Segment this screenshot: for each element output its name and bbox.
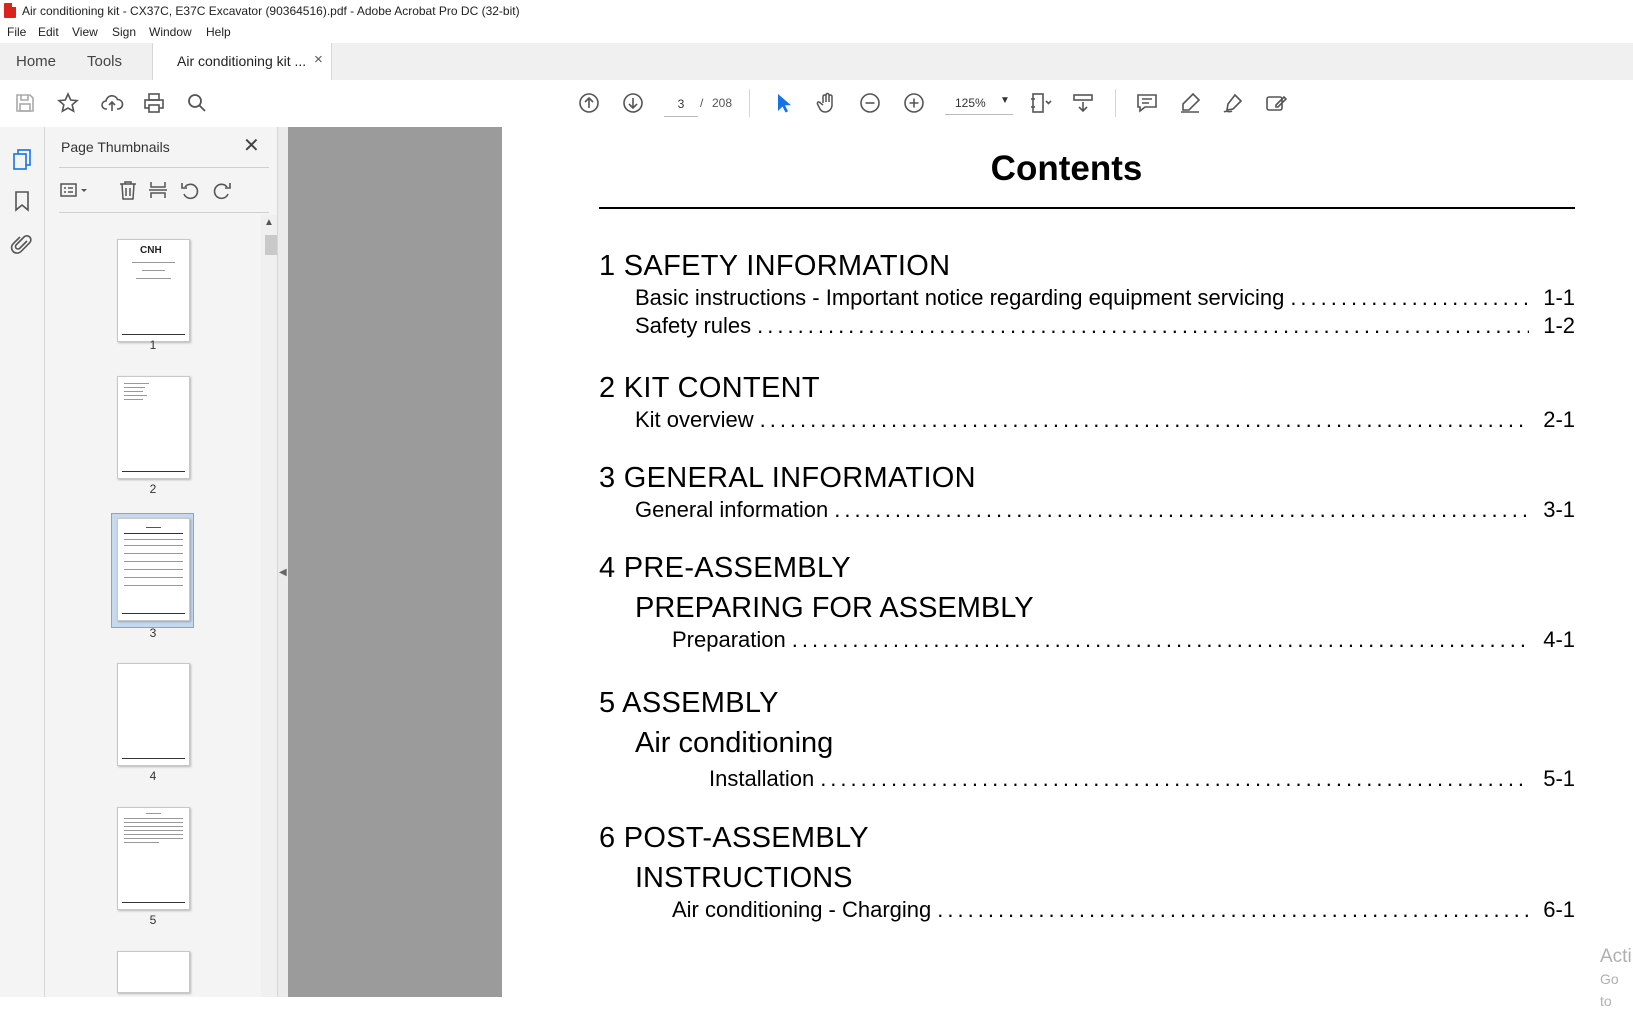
toc-entry[interactable] [672, 897, 1575, 923]
toc-entry[interactable] [635, 285, 1575, 311]
toc-entry[interactable] [635, 313, 1575, 339]
toc-entry-text: Installation [709, 766, 815, 791]
tab-document-label: Air conditioning kit ... [177, 53, 307, 69]
panel-title: Page Thumbnails [61, 139, 170, 155]
collapse-panel-icon[interactable]: ◀ [279, 567, 287, 578]
toc-section-heading: 1 SAFETY INFORMATION [599, 250, 951, 282]
toc-entry-page: 6-1 [1543, 897, 1575, 922]
insert-page-icon[interactable] [147, 179, 169, 201]
rotate-counterclockwise-icon[interactable] [179, 179, 201, 201]
bookmark-icon[interactable] [10, 189, 34, 213]
watermark-line-1: Acti [1600, 946, 1632, 967]
toc-entry-page: 3-1 [1543, 497, 1575, 522]
thumbnail-label: 1 [149, 338, 157, 352]
chevron-down-icon: ▼ [1000, 95, 1010, 106]
previous-page-icon[interactable] [576, 90, 602, 116]
toc-leader [1290, 285, 1529, 311]
menu-view[interactable]: View [72, 25, 98, 39]
window-title: Air conditioning kit - CX37C, E37C Excavator (90364516).pdf - Adobe Acrobat Pro DC (32-bit) [22, 4, 520, 18]
scrollbar-thumb[interactable] [265, 235, 277, 255]
scroll-mode-icon[interactable] [1070, 90, 1096, 116]
activation-watermark [1600, 946, 1633, 1012]
thumbnail-label: 3 [149, 626, 157, 640]
zoom-out-icon[interactable] [857, 90, 883, 116]
tab-home[interactable]: Home [16, 53, 57, 70]
panel-splitter[interactable] [277, 127, 288, 997]
toolbar-divider [749, 89, 750, 117]
sign-pen-icon[interactable] [1220, 90, 1246, 116]
toc-entry-text: Safety rules [635, 313, 752, 338]
toc-leader [820, 766, 1529, 792]
edit-tools-icon[interactable] [1263, 90, 1289, 116]
thumbnail-page-5[interactable] [117, 807, 190, 910]
thumbnail-scrollbar[interactable] [261, 215, 277, 997]
title-rule [599, 207, 1575, 209]
thumbnail-label: 2 [149, 482, 157, 496]
scroll-up-icon[interactable]: ▲ [264, 217, 274, 228]
toc-section-heading: 6 POST-ASSEMBLY [599, 822, 869, 854]
toc-section-heading: 2 KIT CONTENT [599, 372, 820, 404]
toc-leader [760, 407, 1530, 433]
toc-entry-page: 1-1 [1543, 285, 1575, 310]
cloud-upload-icon[interactable] [99, 90, 125, 116]
divider [59, 212, 269, 213]
thumbnail-page-6[interactable] [117, 951, 190, 993]
hand-tool-icon[interactable] [814, 90, 840, 116]
navigation-rail [0, 127, 45, 997]
toc-entry[interactable] [635, 497, 1575, 523]
page-separator: / [700, 96, 704, 110]
toc-leader [937, 897, 1529, 923]
zoom-level-dropdown[interactable] [945, 92, 1013, 115]
toc-leader [792, 627, 1529, 653]
thumbnail-page-4[interactable] [117, 663, 190, 766]
attachment-icon[interactable] [10, 233, 34, 257]
toc-section-heading: 4 PRE-ASSEMBLY [599, 552, 851, 584]
toc-entry-text: Air conditioning - Charging [672, 897, 932, 922]
page-fit-icon[interactable] [1027, 90, 1053, 116]
pdf-page [502, 127, 1633, 997]
toc-subheading: PREPARING FOR ASSEMBLY [635, 592, 1034, 624]
tab-tools[interactable]: Tools [87, 53, 123, 70]
menu-window[interactable]: Window [149, 25, 192, 39]
tab-bar [0, 43, 1633, 81]
thumbnail-page-3[interactable] [117, 518, 190, 621]
thumbnail-options-icon[interactable] [59, 179, 91, 201]
thumbnail-label: 5 [149, 913, 157, 927]
toolbar [0, 80, 1633, 128]
toc-section-heading: 5 ASSEMBLY [599, 687, 779, 719]
cnh-logo: CNH [140, 245, 162, 256]
save-icon[interactable] [12, 90, 38, 116]
toc-entry-page: 5-1 [1543, 766, 1575, 791]
star-icon[interactable] [55, 90, 81, 116]
page-number-input[interactable] [664, 92, 698, 117]
thumbnail-page-2[interactable] [117, 376, 190, 479]
title-bar [0, 0, 1633, 22]
page-thumbnails-panel [45, 127, 277, 997]
menu-file[interactable]: File [7, 25, 27, 39]
menu-edit[interactable]: Edit [38, 25, 59, 39]
thumbnail-page-1[interactable] [117, 239, 190, 342]
tab-close-icon[interactable]: × [314, 51, 323, 68]
zoom-search-icon[interactable] [184, 90, 210, 116]
menu-sign[interactable]: Sign [112, 25, 137, 39]
print-icon[interactable] [141, 90, 167, 116]
next-page-icon[interactable] [620, 90, 646, 116]
toc-entry-text: General information [635, 497, 829, 522]
toc-entry[interactable] [709, 766, 1575, 792]
tab-document[interactable] [152, 43, 332, 81]
rotate-clockwise-icon[interactable] [211, 179, 233, 201]
toc-leader [757, 313, 1529, 339]
thumbnail-label: 4 [149, 769, 157, 783]
toc-entry-text: Kit overview [635, 407, 754, 432]
toc-entry-text: Basic instructions - Important notice regarding equipment servicing [635, 285, 1285, 310]
zoom-level-value: 125% [955, 96, 986, 110]
toc-section-heading: 3 GENERAL INFORMATION [599, 462, 976, 494]
select-cursor-icon[interactable] [770, 90, 796, 116]
toc-entry-page: 4-1 [1543, 627, 1575, 652]
divider [59, 167, 269, 168]
toc-entry-page: 1-2 [1543, 313, 1575, 338]
delete-icon[interactable] [117, 179, 139, 201]
toc-leader [834, 497, 1529, 523]
toolbar-divider [1115, 89, 1116, 117]
toc-entry-page: 2-1 [1543, 407, 1575, 432]
watermark-line-2: Go to [1600, 971, 1619, 1009]
menu-help[interactable]: Help [206, 25, 231, 39]
page-thumbnails-icon[interactable] [10, 147, 34, 171]
close-icon[interactable]: ✕ [243, 135, 260, 157]
toc-subheading: Air conditioning [635, 727, 834, 759]
highlight-pen-icon[interactable] [1177, 90, 1203, 116]
page-total: 208 [712, 96, 733, 110]
toc-entry[interactable] [635, 407, 1575, 433]
menu-bar [0, 22, 1633, 43]
zoom-in-icon[interactable] [901, 90, 927, 116]
toc-entry[interactable] [672, 627, 1575, 653]
toc-subheading: INSTRUCTIONS [635, 862, 853, 894]
page-title: Contents [990, 149, 1143, 188]
comment-icon[interactable] [1134, 90, 1160, 116]
toc-entry-text: Preparation [672, 627, 786, 652]
pdf-app-icon [4, 3, 16, 18]
